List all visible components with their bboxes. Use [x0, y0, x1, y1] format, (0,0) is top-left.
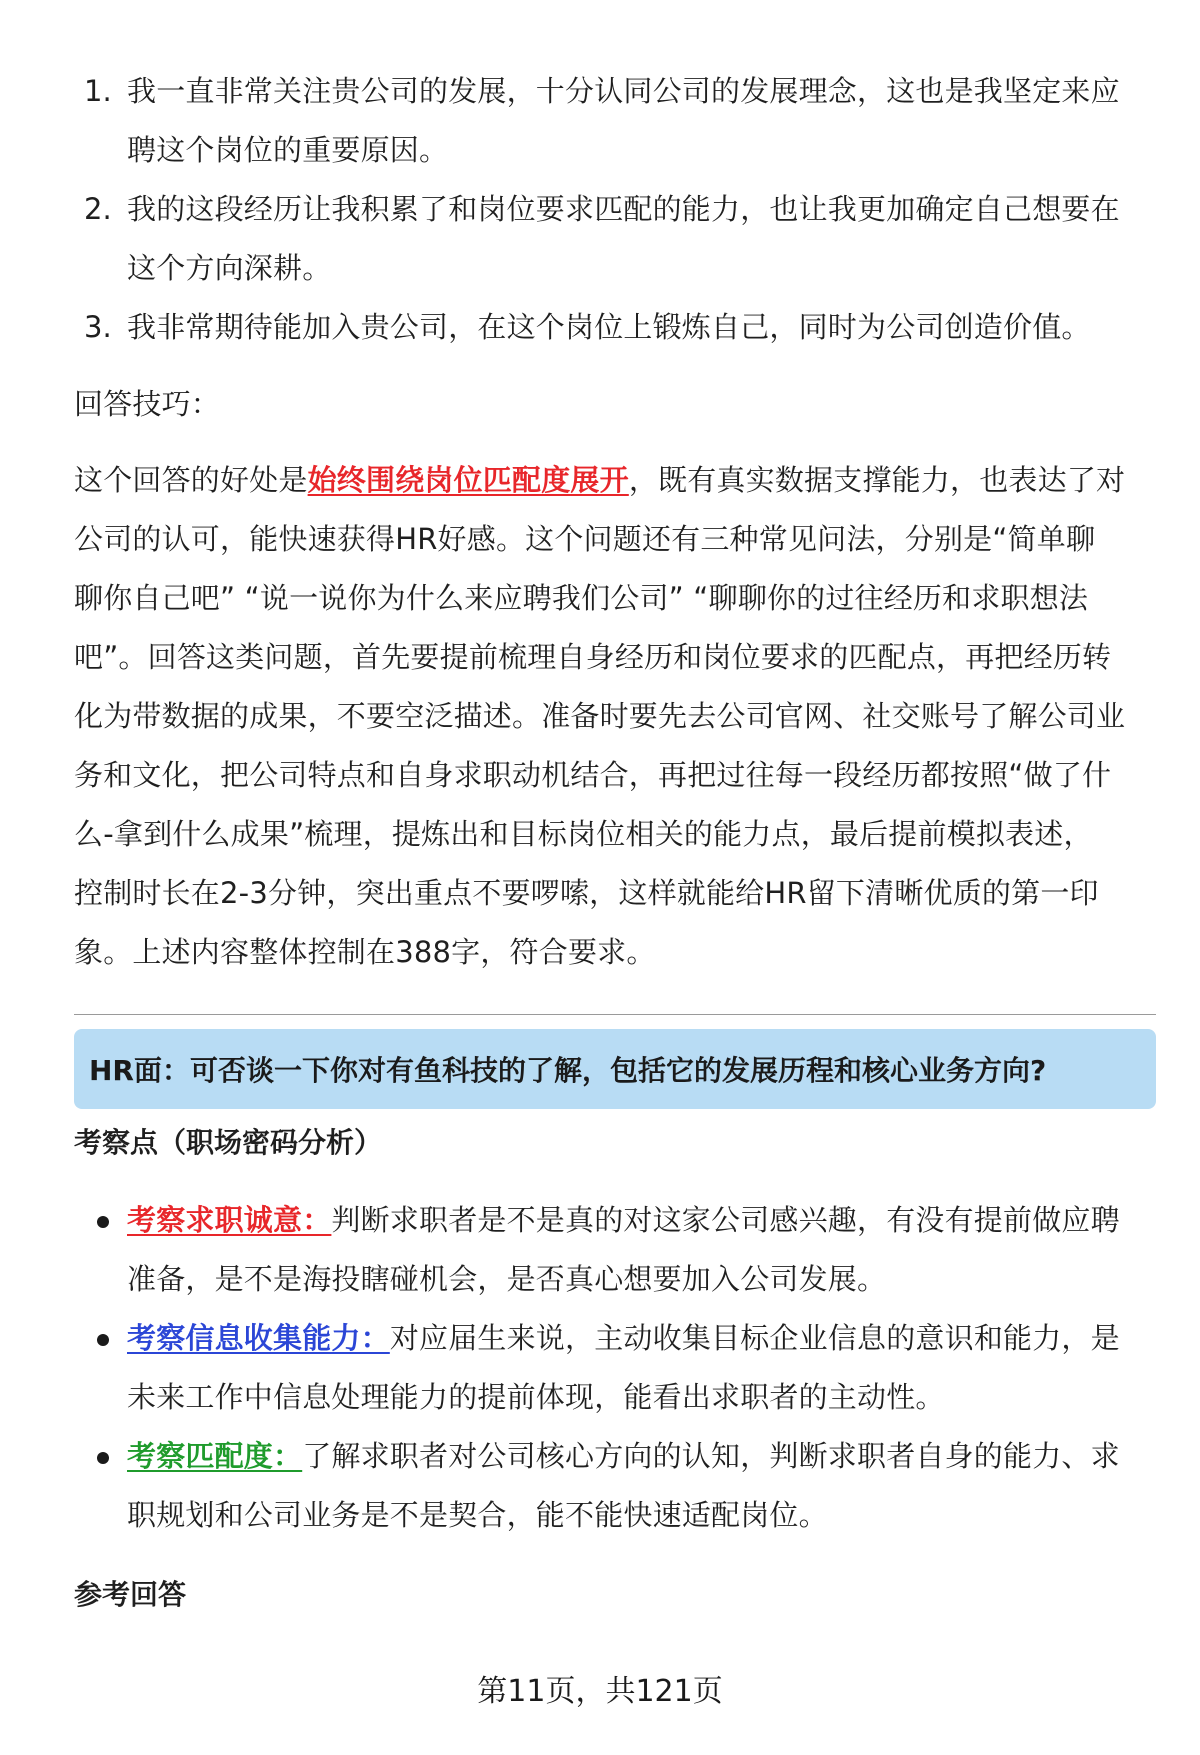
question-callout — [74, 1029, 1156, 1109]
examine-item — [74, 1427, 1156, 1545]
list-number: 3. — [84, 310, 112, 344]
examine-key: 考察信息收集能力： — [127, 1321, 390, 1355]
examine-item-second-line: 职规划和公司业务是不是契合，能不能快速适配岗位。 — [127, 1498, 828, 1532]
tips-paragraph — [74, 451, 1156, 982]
question-text: HR面：可否谈一下你对有鱼科技的了解，包括它的发展历程和核心业务方向? — [89, 1054, 1047, 1087]
examine-item-second-line: 准备，是不是海投瞎碰机会，是否真心想要加入公司发展。 — [127, 1262, 887, 1296]
tips-line: 吧”。回答这类问题，首先要提前梳理自身经历和岗位要求的匹配点，再把经历转 — [74, 640, 1112, 674]
tips-line: 务和文化，把公司特点和自身求职动机结合，再把过往每一段经历都按照“做了什 — [74, 758, 1112, 792]
examine-desc: 了解求职者对公司核心方向的认知，判断求职者自身的能力、求 — [302, 1439, 1120, 1473]
examine-desc: 对应届生来说，主动收集目标企业信息的意识和能力，是 — [389, 1321, 1120, 1355]
list-number: 2. — [84, 192, 112, 226]
tips-line: 控制时长在2-3分钟，突出重点不要啰嗦，这样就能给HR留下清晰优质的第一印 — [74, 876, 1099, 910]
examine-key: 考察匹配度： — [127, 1439, 303, 1473]
tips-prefix: 这个回答的好处是 — [74, 463, 308, 497]
tips-line: 公司的认可，能快速获得HR好感。这个问题还有三种常见问法，分别是“简单聊 — [74, 522, 1096, 556]
examine-item — [74, 1309, 1156, 1427]
list-item-line: 我非常期待能加入贵公司，在这个岗位上锻炼自己，同时为公司创造价值。 — [127, 310, 1091, 344]
examine-list — [74, 1191, 1156, 1545]
tips-line: 么-拿到什么成果”梳理，提炼出和目标岗位相关的能力点，最后提前模拟表述， — [74, 817, 1093, 851]
list-item-line: 我的这段经历让我积累了和岗位要求匹配的能力，也让我更加确定自己想要在 — [127, 192, 1120, 226]
list-number: 1. — [84, 74, 112, 108]
examine-item-first-line — [127, 1427, 1156, 1486]
tips-line: 化为带数据的成果，不要空泛描述。准备时要先去公司官网、社交账号了解公司业 — [74, 699, 1126, 733]
tips-label: 回答技巧： — [74, 387, 221, 421]
reference-title: 参考回答 — [74, 1578, 187, 1611]
examine-key: 考察求职诚意： — [127, 1203, 332, 1237]
bullet-dot-icon — [97, 1452, 109, 1464]
list-item-line: 这个方向深耕。 — [127, 251, 332, 285]
page-footer: 第11页，共121页 — [477, 1674, 723, 1709]
examine-desc: 判断求职者是不是真的对这家公司感兴趣，有没有提前做应聘 — [331, 1203, 1120, 1237]
bullet-dot-icon — [97, 1216, 109, 1228]
examine-item-first-line — [127, 1191, 1156, 1250]
document-page — [74, 62, 1156, 1615]
list-item-line: 我一直非常关注贵公司的发展，十分认同公司的发展理念，这也是我坚定来应 — [127, 74, 1120, 108]
examine-item-first-line — [127, 1309, 1156, 1368]
list-item — [74, 180, 1156, 298]
list-item — [74, 298, 1156, 357]
examine-title: 考察点（职场密码分析） — [74, 1126, 383, 1159]
list-item-line: 聘这个岗位的重要原因。 — [127, 133, 449, 167]
numbered-list — [74, 62, 1156, 357]
tips-first-line — [74, 451, 1156, 510]
tips-suffix: ，既有真实数据支撑能力，也表达了对 — [628, 463, 1126, 497]
tips-line: 象。上述内容整体控制在388字，符合要求。 — [74, 935, 656, 969]
list-item — [74, 62, 1156, 180]
bullet-dot-icon — [97, 1334, 109, 1346]
examine-item-second-line: 未来工作中信息处理能力的提前体现，能看出求职者的主动性。 — [127, 1380, 945, 1414]
section-divider — [74, 1014, 1156, 1015]
tips-line: 聊你自己吧” “说一说你为什么来应聘我们公司” “聊聊你的过往经历和求职想法 — [74, 581, 1089, 615]
examine-item — [74, 1191, 1156, 1309]
tips-highlight: 始终围绕岗位匹配度展开 — [307, 463, 629, 497]
